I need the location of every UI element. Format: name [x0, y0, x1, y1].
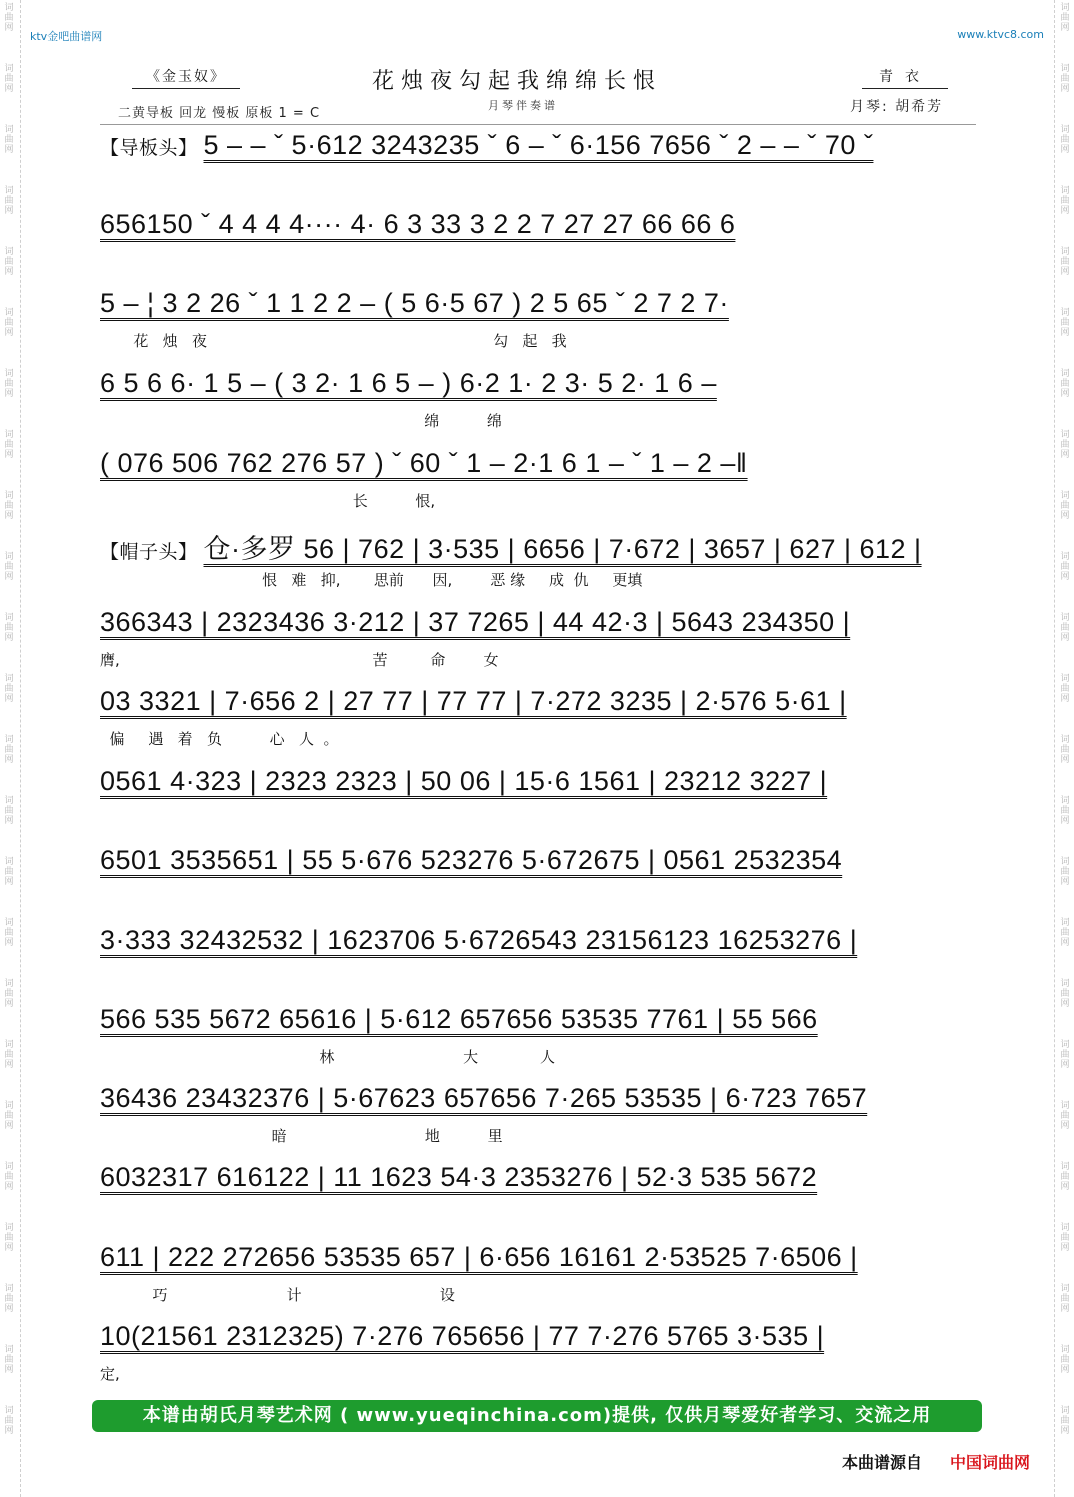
- score-line: [100, 130, 980, 210]
- right-margin-rule: [1054, 0, 1055, 1497]
- note-sequence: [100, 1321, 824, 1352]
- score-line: [100, 1162, 980, 1242]
- watermark-text: 词 曲 网: [4, 369, 14, 399]
- watermark-text: 词 曲 网: [1060, 430, 1070, 460]
- watermark-text: 词 曲 网: [1060, 64, 1070, 94]
- score-line: [100, 209, 980, 289]
- watermark-text: 词 曲 网: [4, 674, 14, 704]
- note-sequence: [100, 527, 922, 566]
- watermark-text: 词 曲 网: [4, 64, 14, 94]
- header-divider: [100, 124, 976, 125]
- left-watermark-strip: [0, 0, 18, 1497]
- watermark-text: 词 曲 网: [1060, 796, 1070, 826]
- opera-title: 《金玉奴》: [132, 66, 240, 89]
- watermark-text: 词 曲 网: [1060, 857, 1070, 887]
- note-sequence: [100, 686, 847, 717]
- notes-text: 6 5 6 6· 1 5 – ( 3 2· 1 6 5 – ) 6·2 1· 2 3· 5 2· 1 6 –: [100, 368, 717, 398]
- watermark-text: 词 曲 网: [1060, 979, 1070, 1009]
- notes-text: 566 535 5672 65616 | 5·612 657656 53535 7761 | 55 566: [100, 1004, 818, 1034]
- watermark-text: 词 曲 网: [1060, 1040, 1070, 1070]
- tempo-key-info: 二黄导板 回龙 慢板 原板 1 = C: [118, 106, 321, 121]
- note-sequence: [100, 1162, 817, 1193]
- notes-text: 6032317 616122 | 11 1623 54·3 2353276 | 52·3 535 5672: [100, 1162, 818, 1192]
- left-margin-rule: [20, 0, 21, 1497]
- score-line: [100, 1321, 980, 1401]
- watermark-text: 词 曲 网: [4, 308, 14, 338]
- score-line: [100, 1242, 980, 1322]
- site-url-right[interactable]: www.ktvc8.com: [957, 28, 1044, 41]
- score-line: [100, 288, 980, 368]
- watermark-text: 词 曲 网: [4, 491, 14, 521]
- score-line: [100, 448, 980, 528]
- footer-banner[interactable]: 本谱由胡氏月琴艺术网 ( www.yueqinchina.com)提供, 仅供月琴爱好者学习、交流之用: [92, 1400, 982, 1432]
- watermark-text: 词 曲 网: [1060, 674, 1070, 704]
- watermark-text: 词 曲 网: [4, 1162, 14, 1192]
- watermark-text: 词 曲 网: [1060, 308, 1070, 338]
- site-name-left[interactable]: ktv金吧曲谱网: [30, 30, 103, 43]
- lyric-line: 绵 绵: [100, 412, 502, 430]
- note-sequence: [100, 845, 842, 876]
- watermark-text: 词 曲 网: [1060, 735, 1070, 765]
- score-line: [100, 368, 980, 448]
- watermark-text: 词 曲 网: [4, 979, 14, 1009]
- score-line: [100, 1083, 980, 1163]
- watermark-text: 词 曲 网: [4, 247, 14, 277]
- watermark-text: 词 曲 网: [4, 613, 14, 643]
- notes-text: 5 – – ˇ 5·612 3243235 ˇ 6 – ˇ 6·156 7656 ˇ 2 – – ˇ 70 ˇ: [203, 130, 874, 160]
- notes-text: 656150 ˇ 4 4 4 4···· 4· 6 3 33 3 2 2 7 27 27 66 66 6: [100, 209, 736, 239]
- lyric-line: 膺, 苦 命 女: [100, 651, 499, 669]
- lyric-line: 偏 遇 着 负 心 人 。: [100, 730, 339, 748]
- notes-text: 5 – ¦ 3 2 26 ˇ 1 1 2 2 – ( 5 6·5 67 ) 2 5 65 ˇ 2 7 2 7·: [100, 288, 729, 318]
- score-line: [100, 686, 980, 766]
- watermark-text: 词 曲 网: [1060, 1345, 1070, 1375]
- note-sequence: [100, 1242, 858, 1273]
- score-subtitle: 月琴伴奏谱: [488, 99, 558, 112]
- lyric-line: 长 恨,: [100, 492, 436, 510]
- watermark-text: 词 曲 网: [1060, 125, 1070, 155]
- watermark-text: 词 曲 网: [1060, 552, 1070, 582]
- watermark-text: 词 曲 网: [1060, 918, 1070, 948]
- watermark-text: 词 曲 网: [1060, 369, 1070, 399]
- watermark-text: 词 曲 网: [4, 3, 14, 33]
- watermark-text: 词 曲 网: [1060, 1406, 1070, 1436]
- watermark-text: 词 曲 网: [4, 430, 14, 460]
- note-sequence: [100, 288, 729, 319]
- note-sequence: [100, 925, 857, 956]
- section-label: 【帽子头】: [100, 541, 198, 563]
- notes-text: 3·333 32432532 | 1623706 5·6726543 23156123 16253276 |: [100, 925, 858, 955]
- notes-text: 611 | 222 272656 53535 657 | 6·656 16161 2·53525 7·6506 |: [100, 1242, 858, 1272]
- notes-text: 0561 4·323 | 2323 2323 | 50 06 | 15·6 1561 | 23212 3227 |: [100, 766, 828, 796]
- notes-text: 366343 | 2323436 3·212 | 37 7265 | 44 42·3 | 5643 234350 |: [100, 607, 851, 637]
- lyric-line: 花 烛 夜 勾 起 我: [100, 332, 567, 350]
- watermark-text: 词 曲 网: [1060, 1223, 1070, 1253]
- note-sequence: [100, 368, 717, 399]
- note-sequence: [100, 209, 735, 240]
- notes-text: 36436 23432376 | 5·67623 657656 7·265 53535 | 6·723 7657: [100, 1083, 868, 1113]
- watermark-text: 词 曲 网: [4, 1223, 14, 1253]
- lyric-line: 定,: [100, 1365, 120, 1383]
- score-line: [100, 845, 980, 925]
- watermark-text: 词 曲 网: [1060, 1101, 1070, 1131]
- watermark-text: 词 曲 网: [1060, 613, 1070, 643]
- arranger-credit: 月琴: 胡希芳: [850, 99, 944, 115]
- page-title: 花烛夜勾起我绵绵长恨: [372, 69, 663, 94]
- watermark-text: 词 曲 网: [4, 1101, 14, 1131]
- watermark-text: 词 曲 网: [1060, 186, 1070, 216]
- watermark-text: 词 曲 网: [4, 186, 14, 216]
- watermark-text: 词 曲 网: [4, 918, 14, 948]
- score-line: [100, 766, 980, 846]
- note-sequence: [100, 1083, 867, 1114]
- note-sequence: [100, 448, 748, 479]
- note-sequence: [100, 607, 850, 638]
- watermark-text: 词 曲 网: [1060, 1284, 1070, 1314]
- watermark-text: 词 曲 网: [4, 1406, 14, 1436]
- lyric-line: 林 大 人: [100, 1048, 556, 1066]
- lyric-line: 恨 难 抑, 思前 因, 恶 缘 成 仇 更填: [100, 571, 643, 589]
- notes-text: ( 076 506 762 276 57 ) ˇ 60 ˇ 1 – 2·1 6 1 – ˇ 1 – 2 –‖: [100, 448, 748, 478]
- score-line: [100, 607, 980, 687]
- watermark-text: 词 曲 网: [4, 1284, 14, 1314]
- watermark-text: 词 曲 网: [4, 857, 14, 887]
- lyric-line: 暗 地 里: [100, 1127, 503, 1145]
- lyric-line: 巧 计 设: [100, 1286, 455, 1304]
- watermark-text: 词 曲 网: [1060, 3, 1070, 33]
- note-sequence: [100, 130, 873, 161]
- score-line: [100, 1004, 980, 1084]
- watermark-text: 词 曲 网: [4, 552, 14, 582]
- source-site-link[interactable]: 中国词曲网: [950, 1453, 1031, 1472]
- watermark-text: 词 曲 网: [4, 125, 14, 155]
- right-watermark-strip: [1056, 0, 1074, 1497]
- watermark-text: 词 曲 网: [1060, 491, 1070, 521]
- source-label: 本曲谱源自: [842, 1453, 923, 1472]
- note-sequence: [100, 1004, 818, 1035]
- score-line: [100, 527, 980, 607]
- notes-text: 6501 3535651 | 55 5·676 523276 5·672675 | 0561 2532354: [100, 845, 843, 875]
- notes-text: 03 3321 | 7·656 2 | 27 77 | 77 77 | 7·272 3235 | 2·576 5·61 |: [100, 686, 847, 716]
- watermark-text: 词 曲 网: [1060, 1162, 1070, 1192]
- watermark-text: 词 曲 网: [4, 735, 14, 765]
- watermark-text: 词 曲 网: [4, 796, 14, 826]
- role-type: 青衣: [862, 66, 948, 89]
- notes-text: 仓·多罗 56 | 762 | 3·535 | 6656 | 7·672 | 3657 | 627 | 612 |: [203, 534, 922, 564]
- watermark-text: 词 曲 网: [4, 1345, 14, 1375]
- watermark-text: 词 曲 网: [1060, 247, 1070, 277]
- section-label: 【导板头】: [100, 137, 198, 159]
- score-line: [100, 925, 980, 1005]
- note-sequence: [100, 766, 827, 797]
- notes-text: 10(21561 2312325) 7·276 765656 | 77 7·276 5765 3·535 |: [100, 1321, 825, 1351]
- watermark-text: 词 曲 网: [4, 1040, 14, 1070]
